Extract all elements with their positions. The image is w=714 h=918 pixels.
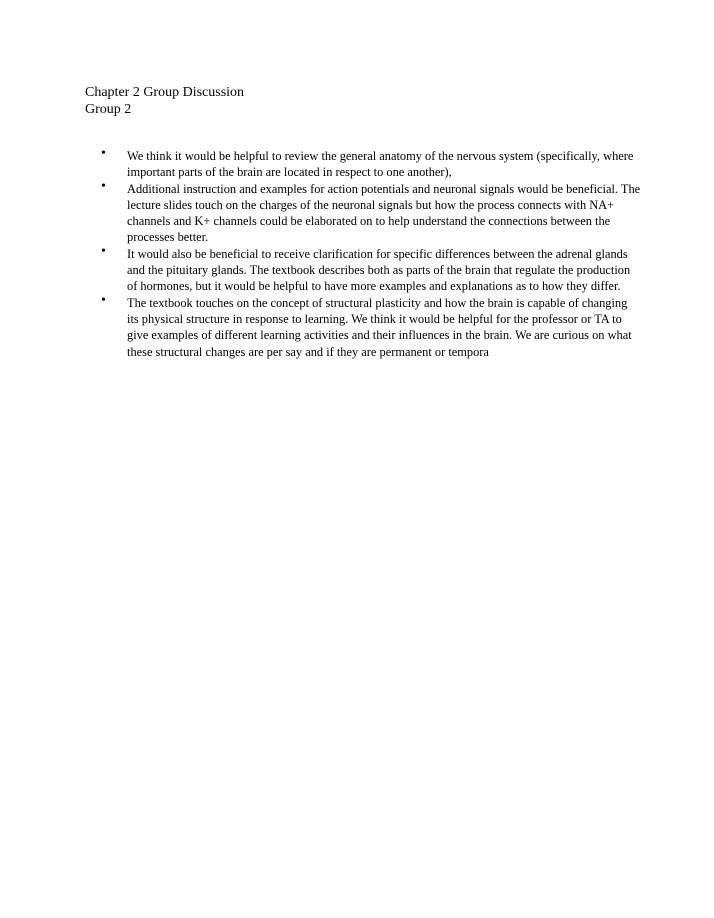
bullet-icon: • xyxy=(101,178,106,194)
bullet-icon: • xyxy=(101,292,106,308)
bullet-text-action-potentials: Additional instruction and examples for action potentials and neuronal signals would be beneficial. The lecture slides touch on the charges of the neuronal signals but how the process connects with NA+ channels and K+ channels could be elaborated on to help understand the connections between the processes better. xyxy=(127,181,641,245)
bullet-text-glands: It would also be beneficial to receive clarification for specific differences between the adrenal glands and the pituitary glands. The textbook describes both as parts of the brain that regulate the production of hormones, but it would be helpful to have more examples and explanations as to how they differ. xyxy=(127,246,631,294)
discussion-bullet-list xyxy=(0,148,714,360)
bullet-icon: • xyxy=(101,146,106,161)
bullet-icon: • xyxy=(101,243,106,259)
document-heading xyxy=(85,84,244,118)
document-title: Chapter 2 Group Discussion xyxy=(85,85,245,100)
list-item xyxy=(0,292,714,360)
bullet-text-plasticity: The textbook touches on the concept of structural plasticity and how the brain is capable of changing its physical structure in response to learning. We think it would be helpful for the professor or TA to give examples of different learning activities and their influences in the brain. We are curious on what these structural changes are per say and if they are permanent or tempora xyxy=(127,295,632,359)
list-item xyxy=(0,148,714,181)
bullet-text-anatomy: We think it would be helpful to review the general anatomy of the nervous system (specifically, where important parts of the brain are located in respect to one another), xyxy=(127,149,634,180)
list-item xyxy=(0,243,714,295)
group-label: Group 2 xyxy=(85,102,132,117)
list-item xyxy=(0,178,714,246)
